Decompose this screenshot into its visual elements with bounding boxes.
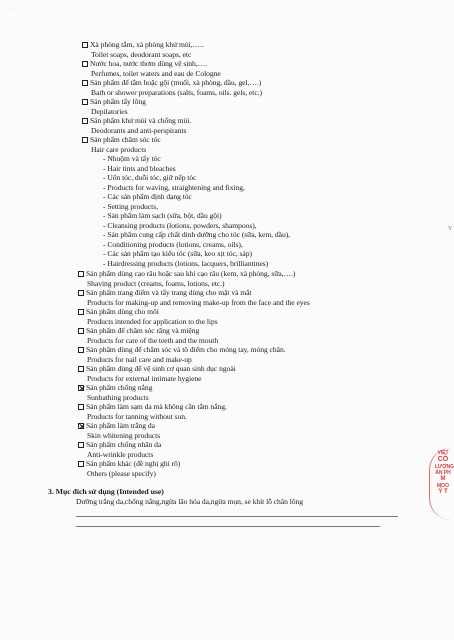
item-lips-en: Products intended for application to the lips [87,316,218,326]
checkbox-unchecked[interactable] [78,271,84,277]
answer-line [76,516,398,517]
item-sunbathing-vi: Sản phẩm chống nắng [78,383,152,393]
item-perfumes-vi: Nước hoa, nước thơm dùng vệ sinh,…. [82,59,207,69]
item-perfumes-en: Perfumes, toilet waters and eau de Cologne [91,68,221,78]
item-deodorants-vi: Sản phẩm khử mùi và chống mùi. [82,116,191,126]
checkbox-checked[interactable] [78,423,84,429]
hair-sub-item: - Sản phẩm làm sạch (sữa, bột, dầu gội) [103,211,222,220]
item-hair-care-en: Hair care products [91,144,147,154]
item-shaving-vi: Sản phẩm dùng cạo râu hoặc sau khi cạo râu (kem, xà phòng, sữa,….) [78,269,295,279]
item-whitening-vi: Sản phẩm làm trắng da [78,421,155,431]
checkbox-unchecked[interactable] [78,290,84,296]
hair-sub-item: - Conditioning products (lotions, creams, oils), [103,239,243,249]
item-intimate-vi: Sản phẩm dùng để vệ sinh cơ quan sinh dục ngoài [78,364,236,374]
edge-mark: Y [448,226,453,232]
item-others-vi: Sản phẩm khác (đề nghị ghi rõ) [78,459,180,469]
checkbox-unchecked[interactable] [82,137,88,143]
hair-sub-item: - Nhuộm và tẩy tóc [103,154,161,163]
item-depilatories-vi: Sản phẩm tẩy lông [82,97,146,107]
item-teeth-en: Products for care of the teeth and the mouth [87,335,219,345]
checkbox-unchecked[interactable] [78,309,84,315]
checkbox-unchecked[interactable] [82,118,88,124]
item-bath-en: Bath or shower preparations (salts, foams, oils. gels, etc.) [91,87,262,97]
checkbox-unchecked[interactable] [78,347,84,353]
item-deodorants-en: Deodorants and anti-perspirants [91,125,187,135]
scan-corner-mark: · · · [6,8,14,13]
item-intimate-en: Products for external intimate hygiene [87,373,202,383]
hair-sub-item: - Các sản phẩm định dạng tóc [103,192,192,201]
item-makeup-vi: Sản phẩm trang điểm và tẩy trang dùng cho mặt và mắt [78,288,251,298]
item-nail-en: Products for nail care and make-up [87,354,192,364]
checkbox-unchecked[interactable] [78,404,84,410]
hair-sub-item: - Uốn tóc, duỗi tóc, giữ nếp tóc [103,173,197,182]
checkbox-unchecked[interactable] [78,461,84,467]
hair-sub-item: - Hairdressing products (lotions, lacquers, brilliantines) [103,258,269,268]
hair-sub-item: - Cleansing products (lotions, powders, shampoos), [103,220,257,230]
checkbox-unchecked[interactable] [82,61,88,67]
checkbox-unchecked[interactable] [78,328,84,334]
item-nail-vi: Sản phẩm dùng để chăm sóc và tô điểm cho móng tay, móng chân. [78,345,286,355]
checkbox-checked[interactable] [78,385,84,391]
section-3-heading: 3. Mục đích sử dụng (Intended use) [48,487,164,496]
item-anti-wrinkle-vi: Sản phẩm chống nhăn da [78,440,161,450]
item-makeup-en: Products for making-up and removing make-up from the face and the eyes [87,297,310,307]
item-toilet-soaps-en: Toilet soaps, deodorant soaps, etc [91,49,192,59]
item-tanning-vi: Sản phẩm làm sạm da mà không cần tắm nắng. [78,402,227,412]
hair-sub-item: - Sản phẩm cung cấp chất dinh dưỡng cho tóc (sữa, kem, dầu), [103,230,291,239]
hair-sub-item: - Setting products, [103,201,158,211]
hair-sub-item: - Products for waving, straightening and fixing, [103,182,245,192]
item-tanning-en: Products for tanning without sun. [87,411,187,421]
item-depilatories-en: Depilatories [91,106,128,116]
checkbox-unchecked[interactable] [78,366,84,372]
item-toilet-soaps-vi: Xà phòng tắm, xà phòng khử mùi,….. [82,40,204,50]
checkbox-unchecked[interactable] [78,442,84,448]
hair-sub-item: - Các sản phẩm tạo kiểu tóc (sữa, keo xịt tóc, sáp) [103,249,252,258]
checkbox-unchecked[interactable] [82,80,88,86]
answer-line [76,526,380,527]
item-sunbathing-en: Sunbathing products [87,392,149,402]
checkbox-unchecked[interactable] [82,99,88,105]
item-hair-care-vi: Sản phẩm chăm sóc tóc [82,135,161,145]
item-whitening-en: Skin whitening products [87,430,161,440]
item-others-en: Others (please specify) [87,468,156,478]
item-lips-vi: Sản phẩm dùng cho môi [78,307,159,317]
item-anti-wrinkle-en: Anti-wrinkle products [87,449,154,459]
item-bath-vi: Sản phẩm để tắm hoặc gội (muối, xà phòng, dầu, gel,….) [82,78,261,88]
red-stamp: VIỆT CÔ LƯỢNG ẢN PH M MOO Ý T [435,450,454,495]
item-teeth-vi: Sản phẩm để chăm sóc răng và miệng [78,326,199,336]
intended-use-answer: Dưỡng trắng da,chống nắng,ngừa lão hóa da,ngừa mụn, se khít lỗ chân lông [76,497,304,506]
item-shaving-en: Shaving product (creams, foams, lotions, etc.) [87,278,225,288]
checkbox-unchecked[interactable] [82,42,88,48]
hair-sub-item: - Hair tints and bleaches [103,163,176,173]
